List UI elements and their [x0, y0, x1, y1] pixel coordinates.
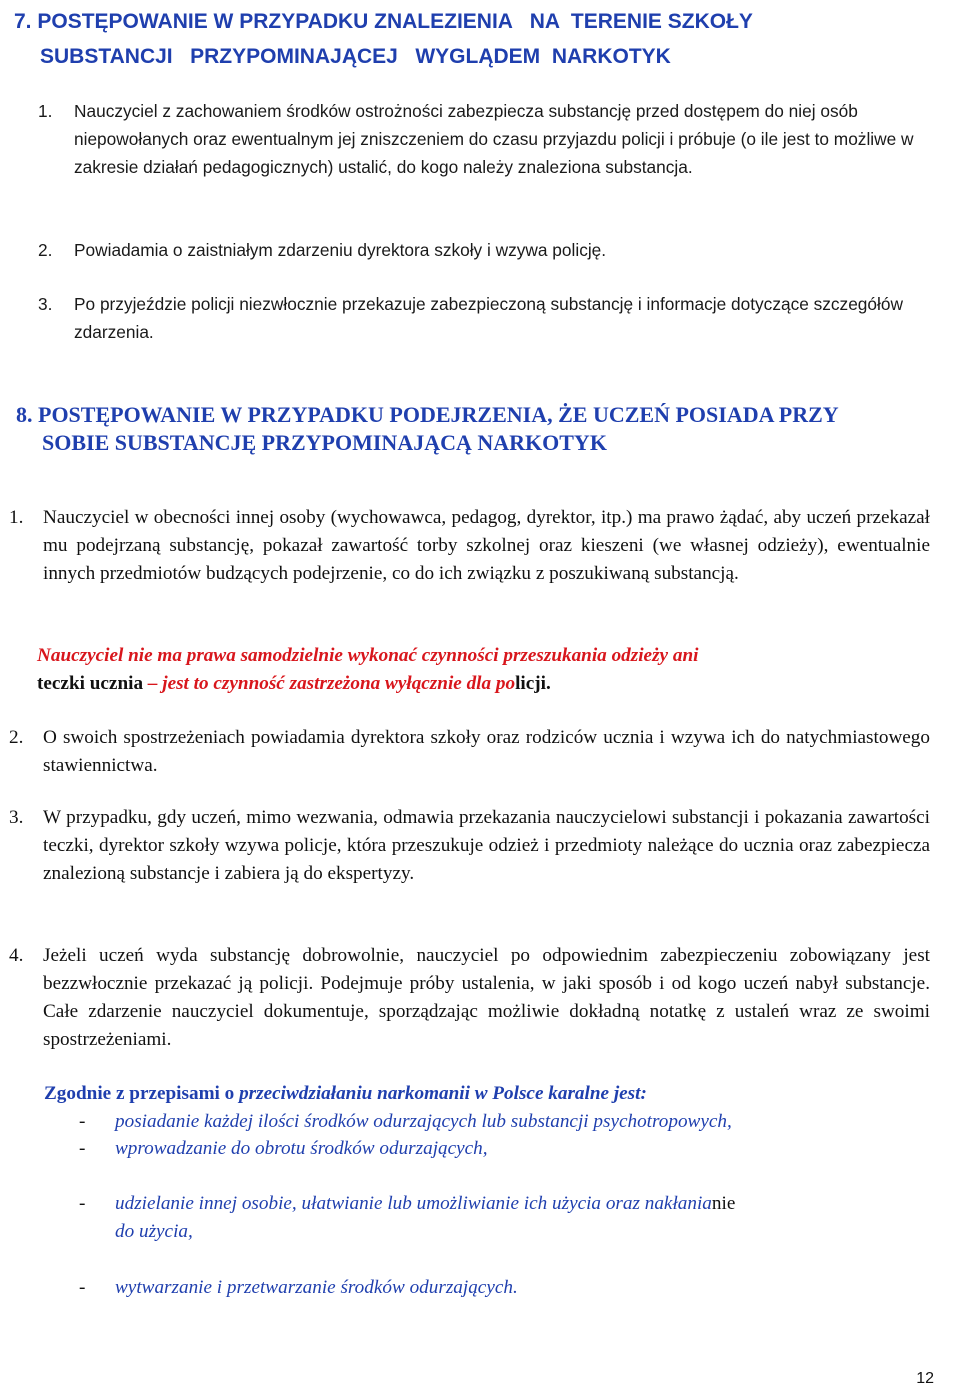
- bullet-text: posiadanie każdej ilości środków odurzających lub substancji psychotropowych,: [115, 1111, 732, 1132]
- bullet-dash: -: [79, 1277, 86, 1298]
- section-7-heading: [14, 4, 753, 74]
- section-7-item-1: [40, 97, 930, 181]
- section-8-heading-line1: 8. POSTĘPOWANIE W PRZYPADKU PODEJRZENIA, ŻE UCZEŃ POSIADA PRZY: [16, 402, 839, 427]
- bullet-text: wprowadzanie do obrotu środków odurzających,: [115, 1138, 488, 1159]
- item-text: Powiadamia o zaistniałym zdarzeniu dyrektora szkoły i wzywa policję.: [74, 240, 607, 260]
- item-number: 1.: [9, 507, 24, 528]
- bullet-tail: nie: [711, 1193, 736, 1214]
- section-7-item-2: [40, 236, 930, 264]
- section-8-heading-line2: SOBIE SUBSTANCJĘ PRZYPOMINAJĄCĄ NARKOTYK: [42, 430, 607, 455]
- bullet-text: wytwarzanie i przetwarzanie środków odurzających.: [115, 1277, 518, 1298]
- warning-emph: teczki ucznia: [37, 673, 144, 694]
- item-text: Jeżeli uczeń wyda substancję dobrowolnie, nauczyciel po odpowiednim zabezpieczeniu zobowiązany jest bezzwłocznie przekazać ją policji. Podejmuje próby ustalenia, w jaki sposób i od kogo uczeń nabył substancje. Całe zdarzenie nauczyciel dokumentuje, sporządzając możliwie dokładną notatkę z ustaleń wraz ze swoimi spostrzeżeniami.: [43, 945, 930, 1050]
- section-7-heading-line2: SUBSTANCJI PRZYPOMINAJĄCEJ WYGLĄDEM NARKOTYK: [40, 45, 671, 68]
- law-bullet-3: [79, 1190, 930, 1246]
- law-bullet-4: [79, 1274, 930, 1302]
- section-7-item-3: [40, 290, 930, 346]
- law-bullet-2: [79, 1135, 930, 1163]
- item-number: 3.: [9, 807, 24, 828]
- law-intro: [44, 1080, 647, 1108]
- item-number: 3.: [38, 294, 53, 314]
- warning-line1: Nauczyciel nie ma prawa samodzielnie wykonać czynności przeszukania odzieży ani: [37, 645, 699, 666]
- item-number: 2.: [38, 240, 53, 260]
- item-text: O swoich spostrzeżeniach powiadamia dyrektora szkoły oraz rodziców ucznia i wzywa ich do natychmiastowego stawiennictwa.: [43, 727, 930, 776]
- bullet-dash: -: [79, 1111, 86, 1132]
- section-8-item-3: [9, 804, 930, 888]
- section-7-heading-line1: 7. POSTĘPOWANIE W PRZYPADKU ZNALEZIENIA NA TERENIE SZKOŁY: [14, 10, 753, 33]
- warning-line2: – jest to czynność zastrzeżona wyłącznie dla po: [143, 673, 516, 694]
- section-8-heading: [16, 401, 839, 457]
- warning-note: [37, 642, 930, 698]
- item-text: W przypadku, gdy uczeń, mimo wezwania, odmawia przekazania nauczycielowi substancji i pokazania zawartości teczki, dyrektor szkoły wzywa policje, która przeszukuje odzież i przedmioty należące do ucznia oraz zabezpiecza znalezioną substancje i zabiera ją do ekspertyzy.: [43, 807, 930, 884]
- item-text: Po przyjeździe policji niezwłocznie przekazuje zabezpieczoną substancję i informacje dotyczące szczegółów zdarzenia.: [74, 294, 903, 342]
- item-number: 2.: [9, 727, 24, 748]
- item-text: Nauczyciel z zachowaniem środków ostrożności zabezpiecza substancję przed dostępem do niej osób niepowołanych oraz ewentualnym jej zniszczeniem do czasu przyjazdu policji i próbuje (o ile jest to możliwe w zakresie działań pedagogicznych) ustalić, do kogo należy znaleziona substancja.: [74, 101, 914, 177]
- section-8-item-4: [9, 942, 930, 1054]
- warning-tail: licji.: [515, 673, 551, 694]
- bullet-text-line2: do użycia,: [115, 1221, 193, 1242]
- bullet-dash: -: [79, 1193, 86, 1214]
- law-bullet-1: [79, 1108, 930, 1136]
- section-8-item-1: [9, 504, 930, 588]
- bullet-dash: -: [79, 1138, 86, 1159]
- item-number: 4.: [9, 945, 24, 966]
- bullet-text: udzielanie innej osobie, ułatwianie lub umożliwianie ich użycia oraz nakłania: [115, 1193, 712, 1214]
- section-8-item-2: [9, 724, 930, 780]
- item-number: 1.: [38, 101, 53, 121]
- law-intro-plain: Zgodnie z przepisami o: [44, 1083, 240, 1104]
- law-intro-italic: przeciwdziałaniu narkomanii w Polsce karalne jest:: [239, 1083, 647, 1104]
- page-number: 12: [916, 1370, 934, 1387]
- bullet-text-wrap: [115, 1190, 930, 1246]
- item-text: Nauczyciel w obecności innej osoby (wychowawca, pedagog, dyrektor, itp.) ma prawo żądać, aby uczeń przekazał mu podejrzaną substancję, pokazał zawartość torby szkolnej oraz kieszeni (we własnej odzieży), ewentualnie innych przedmiotów budzących podejrzenie, co do ich związku z poszukiwaną substancją.: [43, 507, 930, 584]
